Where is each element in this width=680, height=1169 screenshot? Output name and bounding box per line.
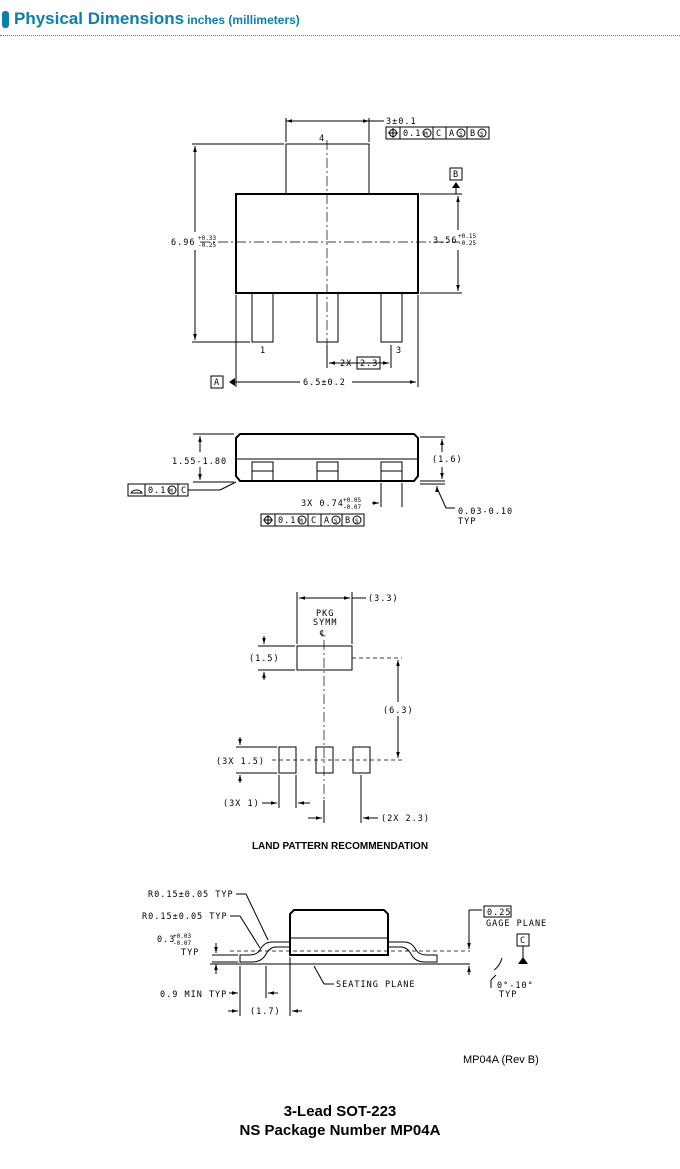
svg-text:-0.25: -0.25 bbox=[198, 242, 217, 249]
svg-text:C: C bbox=[181, 486, 188, 496]
right-lead bbox=[388, 942, 437, 962]
svg-text:A: A bbox=[324, 516, 331, 526]
land-pattern bbox=[216, 592, 430, 824]
svg-text:A: A bbox=[214, 378, 221, 388]
land-pattern-title: LAND PATTERN RECOMMENDATION bbox=[251, 841, 429, 852]
svg-text:TYP: TYP bbox=[499, 990, 518, 1000]
svg-text:C: C bbox=[436, 129, 443, 139]
svg-text:0.1: 0.1 bbox=[278, 516, 297, 526]
side-view bbox=[128, 434, 513, 527]
profile-icon bbox=[131, 490, 142, 493]
overall-height-label: 6.96 bbox=[171, 238, 196, 248]
svg-text:+0.03: +0.03 bbox=[173, 933, 192, 940]
lead-2 bbox=[317, 293, 338, 342]
tab-outline bbox=[286, 144, 369, 194]
svg-text:B: B bbox=[345, 516, 352, 526]
svg-text:C: C bbox=[311, 516, 318, 526]
lead-detail bbox=[142, 890, 547, 1017]
radius-2-label: R0.15±0.05 TYP bbox=[142, 912, 228, 922]
tab-pad-width-label: (3.3) bbox=[368, 594, 399, 604]
centerline-symbol: ℄ bbox=[320, 629, 327, 639]
svg-text:S: S bbox=[480, 131, 484, 138]
svg-text:C: C bbox=[520, 936, 527, 946]
svg-text:-0.07: -0.07 bbox=[173, 940, 192, 947]
foot-ref-label: (1.7) bbox=[250, 1007, 281, 1017]
lead-3 bbox=[381, 293, 402, 342]
land-pad-3 bbox=[353, 747, 370, 773]
pad-pitch-label: (2X 2.3) bbox=[381, 814, 430, 824]
svg-text:M: M bbox=[299, 518, 303, 525]
svg-text:-0.07: -0.07 bbox=[343, 504, 362, 511]
seating-plane-label: SEATING PLANE bbox=[336, 980, 416, 990]
package-number: NS Package Number MP04A bbox=[239, 1122, 441, 1139]
overall-width-label: 6.5±0.2 bbox=[303, 378, 346, 388]
svg-text:+0.15: +0.15 bbox=[458, 233, 477, 240]
detail-body bbox=[290, 910, 388, 955]
pin-3-label: 3 bbox=[396, 346, 403, 356]
pin-1-label: 1 bbox=[260, 346, 267, 356]
svg-text:SYMM: SYMM bbox=[313, 618, 338, 628]
revision-label: MP04A (Rev B) bbox=[463, 1054, 539, 1066]
lead-thickness-label: 0.3 bbox=[157, 935, 176, 945]
radius-1-label: R0.15±0.05 TYP bbox=[148, 890, 234, 900]
pitch-mult: 2X bbox=[340, 359, 353, 369]
svg-text:M: M bbox=[424, 131, 428, 138]
package-name: 3-Lead SOT-223 bbox=[283, 1103, 397, 1120]
title-units: inches (millimeters) bbox=[187, 13, 300, 27]
svg-text:TYP: TYP bbox=[181, 948, 200, 958]
svg-text:0.1: 0.1 bbox=[148, 486, 167, 496]
left-lead bbox=[240, 942, 290, 962]
svg-text:S: S bbox=[355, 518, 359, 525]
standoff-note: TYP bbox=[458, 517, 477, 527]
gage-value: 0.25 bbox=[487, 908, 512, 918]
pitch-label: 2.3 bbox=[360, 359, 379, 369]
top-view bbox=[171, 117, 489, 388]
svg-text:PKG: PKG bbox=[316, 609, 335, 619]
svg-text:0.1: 0.1 bbox=[403, 129, 422, 139]
tab-pad-height-label: (1.5) bbox=[249, 654, 280, 664]
svg-text:-0.25: -0.25 bbox=[458, 240, 477, 247]
body-height-label: 3.56 bbox=[433, 236, 458, 246]
svg-text:+0.05: +0.05 bbox=[343, 497, 362, 504]
side-body bbox=[236, 434, 418, 481]
svg-text:S: S bbox=[459, 131, 463, 138]
ref-height-label: (1.6) bbox=[432, 455, 463, 465]
tab-width-label: 3±0.1 bbox=[386, 117, 417, 127]
svg-text:+0.33: +0.33 bbox=[198, 235, 217, 242]
svg-text:B: B bbox=[453, 170, 460, 180]
svg-text:B: B bbox=[470, 129, 477, 139]
svg-text:A: A bbox=[449, 129, 456, 139]
land-pad-tab bbox=[297, 646, 352, 670]
standoff-label: 0.03-0.10 bbox=[458, 507, 514, 517]
angle-label: 0°-10° bbox=[497, 981, 534, 991]
flatness-frame bbox=[128, 482, 236, 496]
lead-1 bbox=[252, 293, 273, 342]
side-height-label: 1.55-1.80 bbox=[172, 457, 228, 467]
position-tolerance-frame-top bbox=[386, 127, 489, 139]
pad-spacing-label: (6.3) bbox=[383, 706, 414, 716]
foot-length-label: 0.9 MIN TYP bbox=[160, 990, 228, 1000]
position-tolerance-frame-side bbox=[261, 514, 364, 526]
svg-text:M: M bbox=[169, 488, 173, 495]
svg-text:S: S bbox=[334, 518, 338, 525]
lead-width-label: 3X 0.74 bbox=[301, 499, 344, 509]
gage-plane-label: GAGE PLANE bbox=[486, 919, 548, 929]
title-text: Physical Dimensions bbox=[14, 9, 185, 28]
pad-height-label: (3X 1.5) bbox=[216, 757, 265, 767]
pin-4-label: 4 bbox=[319, 134, 326, 144]
pad-width-label: (3X 1) bbox=[223, 799, 260, 809]
